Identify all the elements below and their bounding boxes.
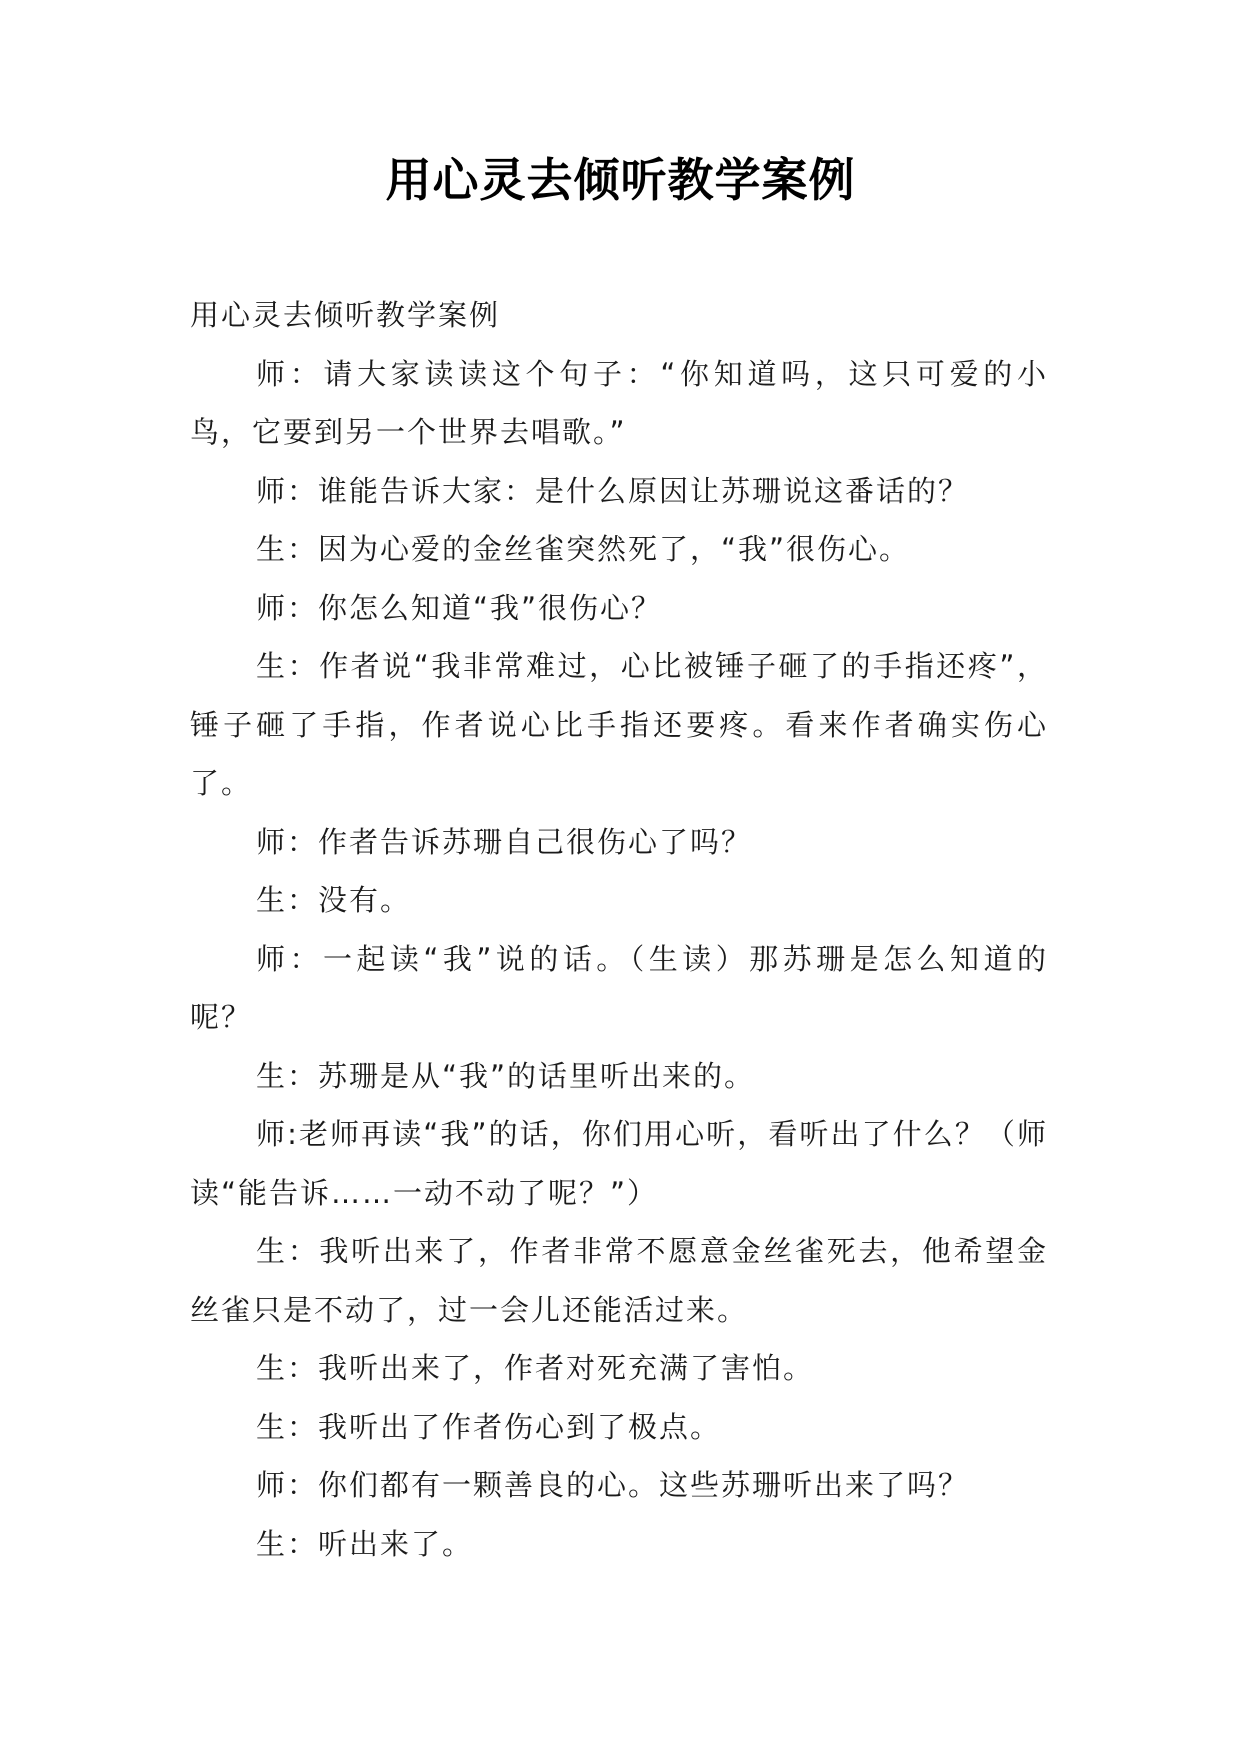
body-paragraph: 生：我听出来了，作者对死充满了害怕。: [256, 1351, 815, 1385]
body-paragraph: 师：一起读“我”说的话。（生读）那苏珊是怎么知道的呢？: [190, 941, 1048, 1034]
body-paragraph: 生：我听出了作者伤心到了极点。: [256, 1409, 722, 1444]
body-paragraph: 生：因为心爱的金丝雀突然死了，“我”很伤心。: [256, 532, 911, 566]
body-paragraph: 生：我听出来了，作者非常不愿意金丝雀死去，他希望金丝雀只是不动了，过一会儿还能活过来。: [190, 1234, 1048, 1327]
body-paragraph: 生：没有。: [256, 883, 412, 917]
document-body: [190, 286, 1048, 1573]
body-paragraph: 师：请大家读读这个句子：“你知道吗，这只可爱的小鸟，它要到另一个世界去唱歌。”: [190, 356, 1048, 449]
body-paragraph: 师：你们都有一颗善良的心。这些苏珊听出来了吗？: [256, 1468, 970, 1502]
body-paragraph: 生：作者说“我非常难过，心比被锤子砸了的手指还疼”，锤子砸了手指，作者说心比手指还要疼。看来作者确实伤心了。: [190, 649, 1048, 800]
document-title: 用心灵去倾听教学案例: [385, 153, 856, 207]
body-paragraph: 生：听出来了。: [256, 1526, 474, 1561]
body-paragraph: 师：谁能告诉大家：是什么原因让苏珊说这番话的？: [256, 473, 970, 508]
body-paragraph: 师：你怎么知道“我”很伤心？: [256, 590, 663, 625]
body-paragraph: 生：苏珊是从“我”的话里听出来的。: [256, 1058, 756, 1093]
body-paragraph: 师：作者告诉苏珊自己很伤心了吗？: [256, 824, 753, 859]
body-paragraph: 师:老师再读“我”的话，你们用心听，看听出了什么？（师读“能告诉……一动不动了呢？”）: [190, 1117, 1048, 1210]
body-paragraph: 用心灵去倾听教学案例: [190, 298, 501, 332]
